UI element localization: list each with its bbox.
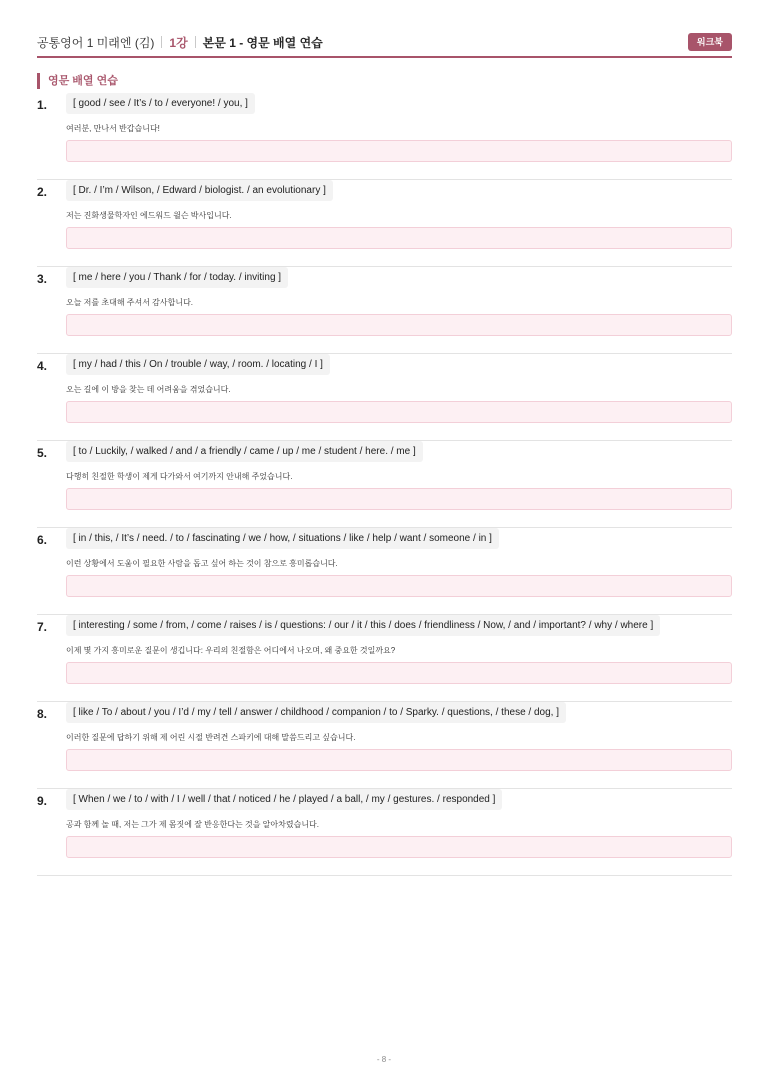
korean-translation: 공과 함께 놀 때, 저는 그가 제 몸짓에 잘 반응한다는 것을 알아차렸습니다.	[66, 820, 320, 829]
item-number: 9.	[37, 794, 48, 808]
korean-translation: 다행히 친절한 학생이 제게 다가와서 여기까지 안내해 주었습니다.	[66, 472, 293, 481]
page-header	[37, 28, 732, 58]
header-divider	[161, 36, 162, 48]
answer-field[interactable]	[66, 749, 732, 771]
workbook-badge: 워크북	[688, 33, 732, 51]
answer-field[interactable]	[66, 836, 732, 858]
item-number: 2.	[37, 185, 48, 199]
item-number: 3.	[37, 272, 48, 286]
exercise-list	[37, 93, 732, 876]
exercise-item	[37, 267, 732, 354]
header-divider	[195, 36, 196, 48]
answer-field[interactable]	[66, 314, 732, 336]
section-title: 영문 배열 연습	[37, 73, 118, 89]
word-bank: [ When / we / to / with / I / well / that / noticed / he / played / a ball, / my / gestures. / responded ]	[66, 789, 502, 810]
korean-translation: 이런 상황에서 도움이 필요한 사람을 돕고 싶어 하는 것이 참으로 흥미롭습니다.	[66, 559, 338, 568]
korean-translation: 여러분, 만나서 반갑습니다!	[66, 124, 160, 133]
item-number: 4.	[37, 359, 48, 373]
exercise-item	[37, 789, 732, 876]
answer-field[interactable]	[66, 575, 732, 597]
exercise-item	[37, 615, 732, 702]
item-number: 8.	[37, 707, 48, 721]
word-bank: [ in / this, / It’s / need. / to / fascinating / we / how, / situations / like / help / want / someone / in ]	[66, 528, 499, 549]
exercise-item	[37, 441, 732, 528]
page-title: 본문 1 - 영문 배열 연습	[202, 35, 323, 50]
item-number: 1.	[37, 98, 48, 112]
exercise-item	[37, 702, 732, 789]
korean-translation: 저는 진화생물학자인 에드워드 윌슨 박사입니다.	[66, 211, 232, 220]
course-name: 공통영어 1 미래엔 (김)	[37, 35, 155, 50]
answer-field[interactable]	[66, 401, 732, 423]
answer-field[interactable]	[66, 662, 732, 684]
korean-translation: 이러한 질문에 답하기 위해 제 어린 시절 반려견 스파키에 대해 말씀드리고 싶습니다.	[66, 733, 356, 742]
word-bank: [ me / here / you / Thank / for / today. / inviting ]	[66, 267, 288, 288]
korean-translation: 오는 길에 이 방을 찾는 데 어려움을 겪었습니다.	[66, 385, 231, 394]
word-bank: [ like / To / about / you / I’d / my / tell / answer / childhood / companion / to / Sparky. / questions, / these / dog, ]	[66, 702, 566, 723]
word-bank: [ interesting / some / from, / come / raises / is / questions: / our / it / this / does / friendliness / Now, / and / important? / why / where ]	[66, 615, 660, 636]
word-bank: [ to / Luckily, / walked / and / a friendly / came / up / me / student / here. / me ]	[66, 441, 423, 462]
item-number: 6.	[37, 533, 48, 547]
exercise-item	[37, 93, 732, 180]
exercise-item	[37, 354, 732, 441]
page-number: - 8 -	[376, 1055, 392, 1064]
item-number: 5.	[37, 446, 48, 460]
answer-field[interactable]	[66, 227, 732, 249]
answer-field[interactable]	[66, 140, 732, 162]
exercise-item	[37, 528, 732, 615]
word-bank: [ Dr. / I’m / Wilson, / Edward / biologist. / an evolutionary ]	[66, 180, 333, 201]
korean-translation: 오늘 저를 초대해 주셔서 감사합니다.	[66, 298, 194, 307]
exercise-item	[37, 180, 732, 267]
answer-field[interactable]	[66, 488, 732, 510]
lesson-number: 1강	[169, 35, 188, 50]
word-bank: [ my / had / this / On / trouble / way, / room. / locating / I ]	[66, 354, 330, 375]
word-bank: [ good / see / It’s / to / everyone! / you, ]	[66, 93, 255, 114]
korean-translation: 이제 몇 가지 흥미로운 질문이 생깁니다: 우리의 친절함은 어디에서 나오며, 왜 중요한 것일까요?	[66, 646, 396, 655]
item-number: 7.	[37, 620, 48, 634]
